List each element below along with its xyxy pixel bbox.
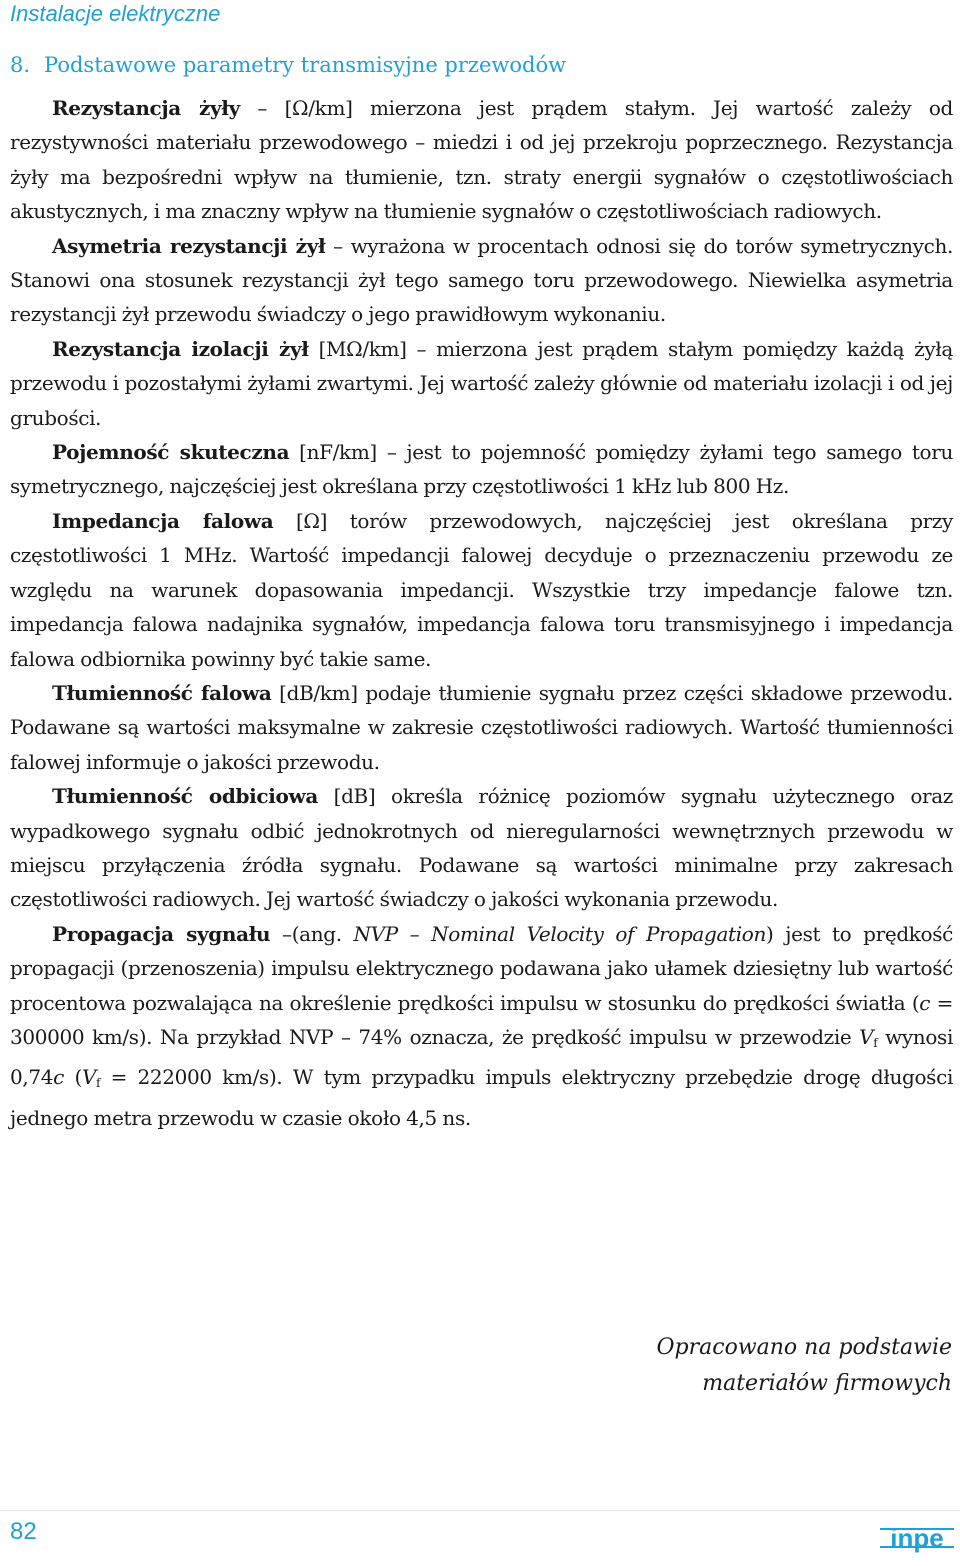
source-note — [657, 1330, 953, 1402]
term: Rezystancja żyły — [52, 96, 240, 120]
paragraph-text: [dB] określa różnicę poziomów sygnału użytecznego oraz wypadkowego sygnału odbić jednokrotnych od nieregularności wewnętrznych przewodu w miejscu przyłączenia źródła sygnału. Podawane są wartości minimalne przy zakresach częstotliwości radiowych. Jej wartość świadczy o jakości wykonania przewodu. — [10, 784, 953, 912]
paragraph-tlumiennosc-falowa — [10, 676, 953, 779]
text-run: wynosi 0,74 — [10, 1024, 953, 1090]
paragraph-text: – wyrażona w procentach odnosi się do torów symetrycznych. Stanowi ona stosunek rezystancji żył tego samego toru przewodowego. Niewielka asymetria rezystancji żył przewodu świadczy o jego prawidłowym wykonaniu. — [10, 233, 953, 327]
page-number: 82 — [10, 1518, 37, 1545]
term: Propagacja sygnału — [52, 921, 271, 946]
text-run: ) jest to prędkość propagacji (przenoszenia) impulsu elektrycznego podawana jako ułamek dziesiętny lub wartość procentowa pozwalająca na określenie prędkości impulsu w stosunku do prędkości światła ( — [10, 921, 953, 1015]
paragraph-text: [MΩ/km] – mierzona jest prądem stałym pomiędzy każdą żyłą przewodu i pozostałymi żyłami zwartymi. Jej wartość zależy głównie od materiału izolacji i od jej grubości. — [10, 336, 953, 430]
section-heading — [10, 50, 566, 80]
paragraph-impedancja — [10, 504, 953, 676]
symbol-v: V — [859, 1024, 874, 1049]
symbol-c: c — [919, 990, 931, 1015]
section-title: Podstawowe parametry transmisyjne przewodów — [44, 53, 567, 77]
paragraph-text: [nF/km] – jest to pojemność pomiędzy żyłami tego samego toru symetrycznego, najczęściej jest określana przy częstotliwości 1 kHz lub 800 Hz. — [10, 440, 953, 499]
paragraph-rezystancja-zyly — [10, 91, 953, 229]
nvp-definition: NVP – Nominal Velocity of Propagation — [353, 921, 766, 946]
text-run: = 222000 km/s). W tym przypadku impuls elektryczny przebędzie drogę długości jednego metra przewodu w czasie około 4,5 ns. — [10, 1065, 953, 1130]
section-number: 8. — [10, 53, 31, 77]
symbol-v: V — [81, 1065, 97, 1090]
text-run: = 300000 km/s). Na przykład NVP – 74% oznacza, że prędkość impulsu w przewodzie — [10, 990, 953, 1049]
term: Tłumienność odbiciowa — [52, 784, 318, 809]
paragraph-text: [dB/km] podaje tłumienie sygnału przez części składowe przewodu. Podawane są wartości maksymalne w zakresie częstotliwości radiowych. Wartość tłumienności falowej informuje o jakości przewodu. — [10, 680, 953, 774]
term: Tłumienność falowa — [52, 680, 272, 705]
logo-text: inpe — [890, 1523, 944, 1553]
paragraph-text: [Ω] torów przewodowych, najczęściej jest określana przy częstotliwości 1 MHz. Wartość impedancji falowej decyduje o przeznaczeniu przewodu ze względu na warunek dopasowania impedancji. Wszystkie trzy impedancje falowe tzn. impedancja falowa nadajnika sygnałów, impedancja falowa toru transmisyjnego i impedancja falowa odbiornika powinny być takie same. — [10, 508, 953, 671]
article-body — [10, 91, 953, 1135]
paragraph-asymetria — [10, 229, 953, 332]
term: Impedancja falowa — [52, 508, 274, 533]
paragraph-propagacja — [10, 917, 953, 1135]
text-run: ( — [64, 1065, 82, 1090]
text-run: –(ang. — [270, 921, 354, 946]
subscript-f: f — [873, 1035, 878, 1050]
paragraph-rezystancja-izolacji — [10, 332, 953, 435]
term: Pojemność skuteczna — [52, 440, 290, 465]
subscript-f: f — [96, 1076, 101, 1091]
term: Rezystancja izolacji żył — [52, 336, 309, 361]
term: Asymetria rezystancji żył — [52, 233, 326, 258]
source-line: Opracowano na podstawie — [656, 1335, 952, 1360]
inpe-logo — [880, 1518, 954, 1558]
paragraph-text: – [Ω/km] mierzona jest prądem stałym. Jej wartość zależy od rezystywności materiału przewodowego – miedzi i od jej przekroju poprzecznego. Rezystancja żyły ma bezpośredni wpływ na tłumienie, tzn. straty energii sygnałów o częstotliwościach akustycznych, i ma znaczny wpływ na tłumienie sygnałów o częstotliwościach radiowych. — [10, 96, 954, 224]
source-line: materiałów firmowych — [702, 1371, 952, 1396]
paragraph-pojemnosc — [10, 435, 953, 504]
paragraph-tlumiennosc-odbiciowa — [10, 779, 953, 917]
symbol-c: c — [53, 1065, 64, 1090]
running-header: Instalacje elektryczne — [10, 1, 221, 26]
footer-divider — [0, 1510, 960, 1511]
